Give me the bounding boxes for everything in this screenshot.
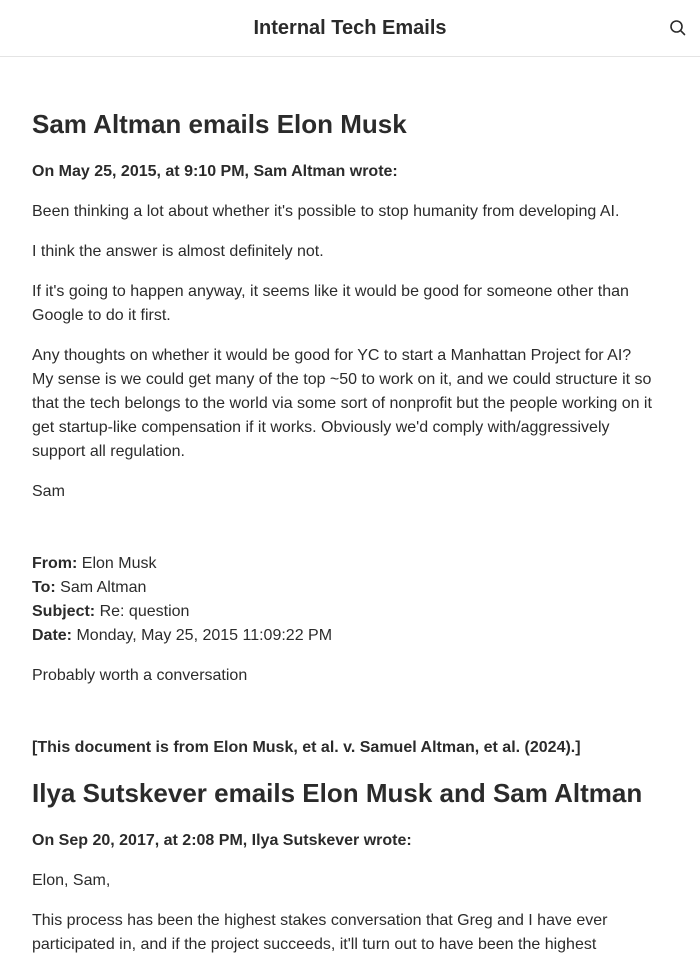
top-bar: [0, 0, 700, 57]
email2-meta: On Sep 20, 2017, at 2:08 PM, Ilya Sutskever wrote:: [32, 832, 412, 849]
search-button[interactable]: [668, 18, 688, 38]
reply1-date: [32, 624, 652, 648]
email2-paragraph-2: This process has been the highest stakes conversation that Greg and I have ever participated in, and if the project succeeds, it'll turn out to have been the highest: [32, 912, 608, 953]
from-label: From:: [32, 555, 78, 572]
email1-paragraph-1: Been thinking a lot about whether it's possible to stop humanity from developing AI.: [32, 203, 620, 220]
from-value: Elon Musk: [81, 555, 157, 572]
email1-meta: On May 25, 2015, at 9:10 PM, Sam Altman wrote:: [32, 163, 398, 180]
email1-paragraph-3: If it's going to happen anyway, it seems like it would be good for someone other than Google to do it first.: [32, 283, 629, 324]
to-label: To:: [32, 579, 56, 596]
reply1-from: [32, 552, 652, 576]
reply1-body: Probably worth a conversation: [32, 667, 248, 684]
email1-title: Sam Altman emails Elon Musk: [32, 109, 407, 139]
to-value: Sam Altman: [60, 579, 147, 596]
subject-value: Re: question: [99, 603, 190, 620]
reply1-headers: [32, 552, 652, 648]
search-icon: [668, 18, 688, 38]
reply1-subject: [32, 600, 652, 624]
subject-label: Subject:: [32, 603, 96, 620]
date-value: Monday, May 25, 2015 11:09:22 PM: [76, 627, 333, 644]
reply1-to: [32, 576, 652, 600]
date-label: Date:: [32, 627, 73, 644]
email1-signature: Sam: [32, 483, 65, 500]
email1-paragraph-4: Any thoughts on whether it would be good for YC to start a Manhattan Project for AI? My sense is we could get many of the top ~50 to work on it, and we could structure it so that the tech belongs to the world via some sort of nonprofit but the people working on it get startup-like compensation if it works. Obviously we'd comply with/aggressively support all regulation.: [32, 347, 652, 460]
email2-paragraph-1: Elon, Sam,: [32, 872, 111, 889]
email2-title: Ilya Sutskever emails Elon Musk and Sam Altman: [32, 778, 643, 808]
source-note: [This document is from Elon Musk, et al. v. Samuel Altman, et al. (2024).]: [32, 739, 581, 756]
article-content: [32, 105, 652, 957]
email1-paragraph-2: I think the answer is almost definitely not.: [32, 243, 324, 260]
site-title[interactable]: Internal Tech Emails: [253, 17, 447, 39]
